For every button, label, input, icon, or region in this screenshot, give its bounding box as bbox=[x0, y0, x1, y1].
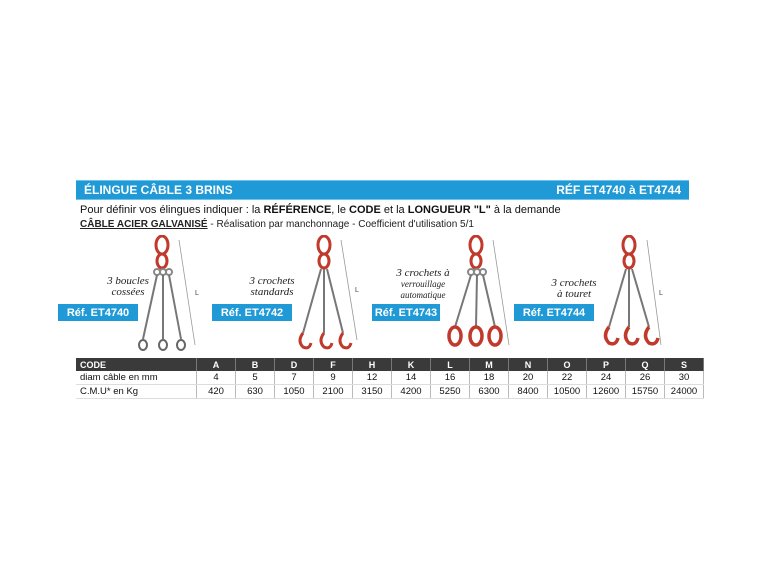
label-line: verrouillage bbox=[400, 279, 446, 289]
banner-title: ÉLINGUE CÂBLE 3 BRINS bbox=[84, 183, 233, 197]
sling-swivel-hooks-illustration bbox=[597, 235, 677, 355]
header-cell: K bbox=[392, 358, 431, 371]
length-marker: L bbox=[195, 290, 199, 297]
intro-text bbox=[80, 204, 561, 216]
length-marker: L bbox=[659, 290, 663, 297]
sling-standard-hooks-illustration bbox=[287, 235, 367, 355]
row-label: diam câble en mm bbox=[76, 371, 197, 385]
label-line: cossées bbox=[111, 286, 145, 298]
header-cell: H bbox=[353, 358, 392, 371]
header-cell: N bbox=[509, 358, 548, 371]
table-cell: 4200 bbox=[392, 385, 431, 399]
table-cell: 8400 bbox=[509, 385, 548, 399]
row-label: C.M.U* en Kg bbox=[76, 385, 197, 399]
table-cell: 7 bbox=[275, 371, 314, 385]
ref-badge-et4740: Réf. ET4740 bbox=[58, 304, 138, 321]
subtitle bbox=[80, 219, 474, 230]
sling-loops-illustration bbox=[125, 235, 205, 355]
table-cell: 16 bbox=[431, 371, 470, 385]
table-cell: 6300 bbox=[470, 385, 509, 399]
table-cell: 18 bbox=[470, 371, 509, 385]
table-cell: 5 bbox=[236, 371, 275, 385]
specs-table bbox=[76, 358, 704, 399]
header-cell: F bbox=[314, 358, 353, 371]
intro-part: à la demande bbox=[490, 204, 561, 216]
table-cell: 20 bbox=[509, 371, 548, 385]
table-cell: 15750 bbox=[626, 385, 665, 399]
length-marker: L bbox=[355, 287, 359, 294]
table-cell: 420 bbox=[197, 385, 236, 399]
table-cell: 14 bbox=[392, 371, 431, 385]
header-cell: S bbox=[665, 358, 704, 371]
table-cell: 26 bbox=[626, 371, 665, 385]
header-cell: L bbox=[431, 358, 470, 371]
table-cell: 24000 bbox=[665, 385, 704, 399]
table-cell: 3150 bbox=[353, 385, 392, 399]
header-cell: P bbox=[587, 358, 626, 371]
label-line: 3 boucles bbox=[107, 275, 149, 287]
label-line: 3 crochets bbox=[249, 275, 295, 287]
intro-part: , le bbox=[331, 204, 350, 216]
header-cell: D bbox=[275, 358, 314, 371]
ref-badge-et4743: Réf. ET4743 bbox=[372, 304, 440, 321]
table-cell: 22 bbox=[548, 371, 587, 385]
label-line: 3 crochets à bbox=[396, 267, 450, 279]
table-cell: 12 bbox=[353, 371, 392, 385]
intro-bold: CODE bbox=[349, 204, 381, 216]
table-cell: 4 bbox=[197, 371, 236, 385]
label-line: automatique bbox=[400, 290, 446, 300]
intro-bold: LONGUEUR "L" bbox=[407, 204, 491, 216]
intro-part: Pour définir vos élingues indiquer : la bbox=[80, 204, 264, 216]
table-cell: 24 bbox=[587, 371, 626, 385]
table-row bbox=[76, 385, 704, 399]
table-cell: 1050 bbox=[275, 385, 314, 399]
table-cell: 10500 bbox=[548, 385, 587, 399]
subtitle-bold: CÂBLE ACIER GALVANISÉ bbox=[80, 219, 208, 230]
ref-badge-et4742: Réf. ET4742 bbox=[212, 304, 292, 321]
table-header-row bbox=[76, 358, 704, 371]
table-cell: 9 bbox=[314, 371, 353, 385]
header-code: CODE bbox=[76, 358, 197, 371]
header-cell: A bbox=[197, 358, 236, 371]
banner-ref-range: RÉF ET4740 à ET4744 bbox=[556, 183, 681, 197]
table-cell: 2100 bbox=[314, 385, 353, 399]
label-line: 3 crochets bbox=[551, 277, 597, 289]
header-cell: M bbox=[470, 358, 509, 371]
subtitle-rest: - Réalisation par manchonnage - Coefficient d'utilisation 5/1 bbox=[207, 219, 474, 230]
title-banner bbox=[76, 180, 689, 200]
header-cell: Q bbox=[626, 358, 665, 371]
header-cell: B bbox=[236, 358, 275, 371]
sling-auto-lock-hooks-illustration bbox=[439, 235, 519, 355]
table-cell: 5250 bbox=[431, 385, 470, 399]
label-line: à touret bbox=[556, 288, 592, 300]
label-line: standards bbox=[250, 286, 294, 298]
intro-bold: RÉFÉRENCE bbox=[263, 204, 332, 216]
table-cell: 630 bbox=[236, 385, 275, 399]
table-row bbox=[76, 371, 704, 385]
table-cell: 12600 bbox=[587, 385, 626, 399]
header-cell: O bbox=[548, 358, 587, 371]
table-cell: 30 bbox=[665, 371, 704, 385]
intro-part: et la bbox=[380, 204, 408, 216]
ref-badge-et4744: Réf. ET4744 bbox=[514, 304, 594, 321]
